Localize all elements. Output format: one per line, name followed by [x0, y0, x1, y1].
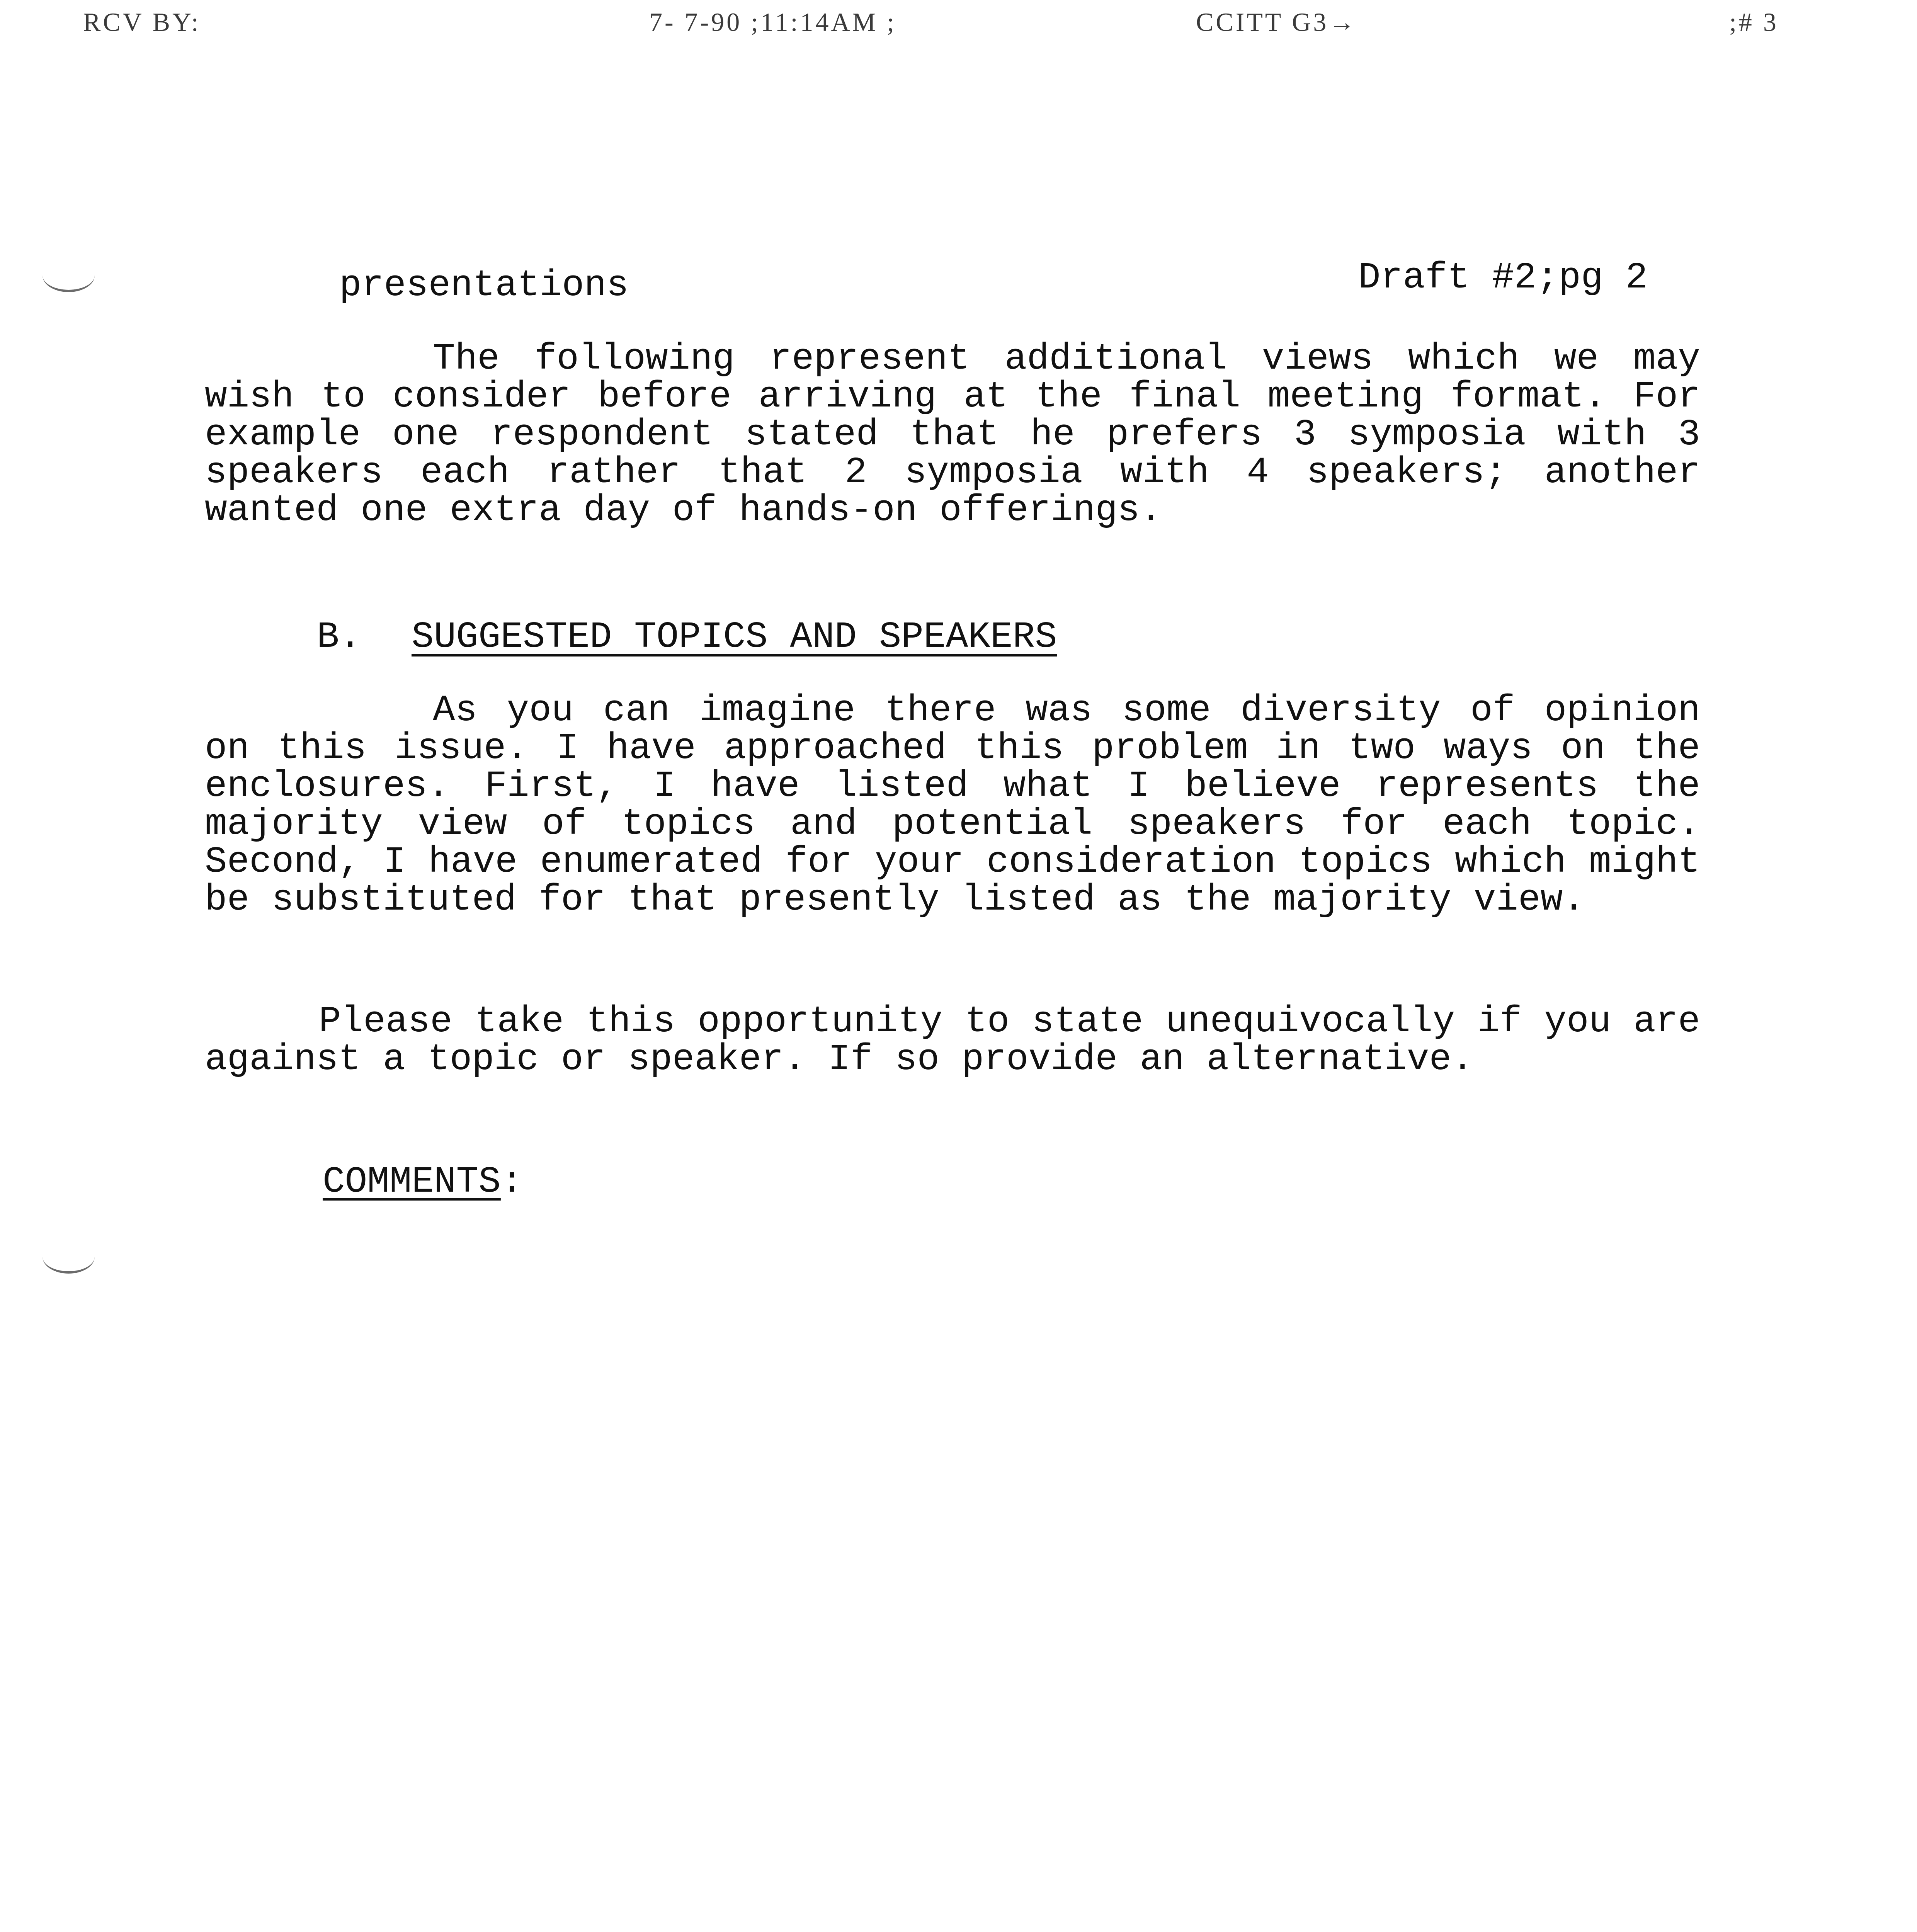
paragraph-line: on this issue. I have approached this problem in two ways on the — [205, 727, 1700, 769]
paragraph-line: speakers each rather that 2 symposia with 4 speakers; another — [205, 451, 1700, 493]
section-tail-text: presentations — [339, 264, 629, 306]
paragraph-additional-views — [205, 340, 1700, 529]
paragraph-line: Please take this opportunity to state unequivocally if you are — [319, 1000, 1700, 1043]
comments-heading — [323, 1163, 523, 1201]
fax-page-number: ;# 3 — [1729, 7, 1779, 37]
paragraph-line: be substituted for that presently listed as the majority view. — [205, 879, 1585, 921]
paragraph-line: The following represent additional views which we may — [433, 338, 1700, 380]
paragraph-line: wish to consider before arriving at the final meeting format. For — [205, 376, 1700, 418]
paragraph-topics-speakers — [205, 689, 1700, 921]
section-title: SUGGESTED TOPICS AND SPEAKERS — [412, 616, 1057, 658]
section-heading — [317, 618, 1057, 656]
paragraph-line: Second, I have enumerated for your consideration topics which might — [205, 841, 1700, 883]
paragraph-line: wanted one extra day of hands-on offerings. — [205, 489, 1162, 531]
paragraph-line: majority view of topics and potential speakers for each topic. — [205, 803, 1700, 845]
paragraph-line: enclosures. First, I have listed what I believe represents the — [205, 765, 1700, 807]
comments-title: COMMENTS — [323, 1161, 501, 1203]
section-marker: B. — [317, 616, 362, 658]
fax-date-time: 7- 7-90 ;11:14AM ; — [649, 7, 897, 37]
comments-colon: : — [500, 1161, 523, 1203]
paragraph-request — [205, 1000, 1700, 1080]
paragraph-line: example one respondent stated that he prefers 3 symposia with 3 — [205, 413, 1700, 456]
fax-received-by: RCV BY: — [83, 7, 201, 37]
draft-page-label: Draft #2;pg 2 — [1358, 257, 1648, 299]
paragraph-line: As you can imagine there was some diversity of opinion — [433, 689, 1700, 731]
paragraph-line: against a topic or speaker. If so provide an alternative. — [205, 1038, 1474, 1080]
fax-destination: CCITT G3→ — [1196, 7, 1357, 37]
